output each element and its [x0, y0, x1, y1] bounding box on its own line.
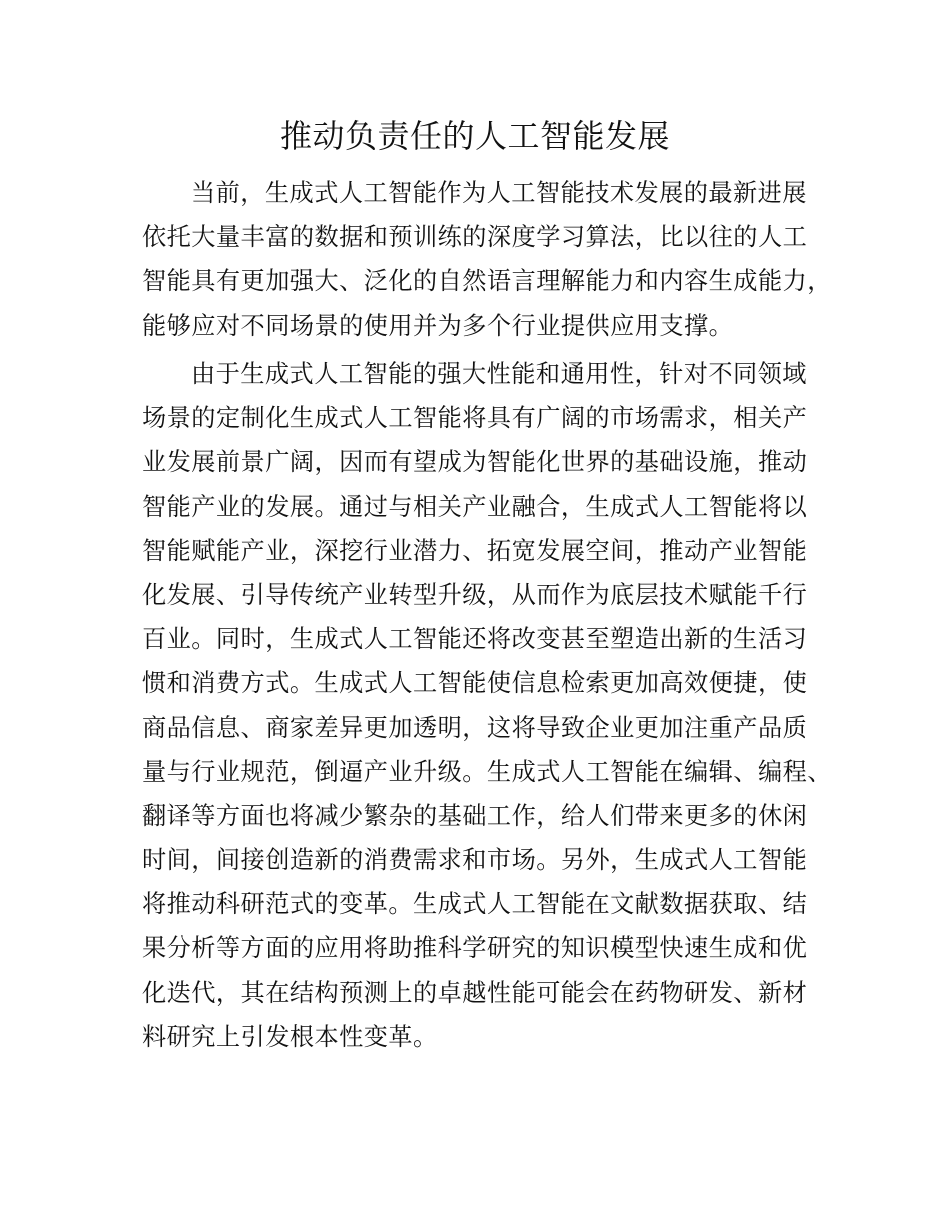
- document-title: 推动负责任的人工智能发展: [279, 117, 670, 155]
- paragraph-line: 翻译等方面也将减少繁杂的基础工作，给人们带来更多的休闲: [142, 801, 808, 830]
- paragraph-line: 惯和消费方式。生成式人工智能使信息检索更加高效便捷，使: [142, 669, 808, 698]
- paragraph-line: 量与行业规范，倒逼产业升级。生成式人工智能在编辑、编程、: [142, 757, 832, 786]
- paragraph-line: 化发展、引导传统产业转型升级，从而作为底层技术赋能千行: [142, 580, 808, 609]
- paragraph-line: 百业。同时，生成式人工智能还将改变甚至塑造出新的生活习: [142, 625, 808, 654]
- paragraph-2: [142, 352, 862, 1059]
- paragraph-line: 场景的定制化生成式人工智能将具有广阔的市场需求，相关产: [142, 404, 808, 433]
- paragraph-line: 当前，生成式人工智能作为人工智能技术发展的最新进展: [191, 179, 807, 207]
- paragraph-line: 智能赋能产业，深挖行业潜力、拓宽发展空间，推动产业智能: [142, 536, 808, 565]
- paragraph-line: 智能产业的发展。通过与相关产业融合，生成式人工智能将以: [142, 492, 808, 521]
- paragraph-line: 能够应对不同场景的使用并为多个行业提供应用支撑。: [142, 311, 734, 340]
- paragraph-1: [142, 171, 862, 348]
- paragraph-line: 商品信息、商家差异更加透明，这将导致企业更加注重产品质: [142, 713, 808, 742]
- paragraph-line: 化迭代，其在结构预测上的卓越性能可能会在药物研发、新材: [142, 978, 808, 1007]
- paragraph-line: 时间，间接创造新的消费需求和市场。另外，生成式人工智能: [142, 846, 808, 875]
- paragraph-line: 由于生成式人工智能的强大性能和通用性，针对不同领域: [191, 360, 807, 388]
- paragraph-line: 料研究上引发根本性变革。: [142, 1022, 438, 1051]
- paragraph-line: 智能具有更加强大、泛化的自然语言理解能力和内容生成能力，: [142, 267, 832, 296]
- paragraph-line: 将推动科研范式的变革。生成式人工智能在文献数据获取、结: [142, 890, 808, 919]
- paragraph-line: 业发展前景广阔，因而有望成为智能化世界的基础设施，推动: [142, 448, 808, 477]
- paragraph-line: 依托大量丰富的数据和预训练的深度学习算法，比以往的人工: [142, 223, 808, 252]
- paragraph-line: 果分析等方面的应用将助推科学研究的知识模型快速生成和优: [142, 934, 808, 963]
